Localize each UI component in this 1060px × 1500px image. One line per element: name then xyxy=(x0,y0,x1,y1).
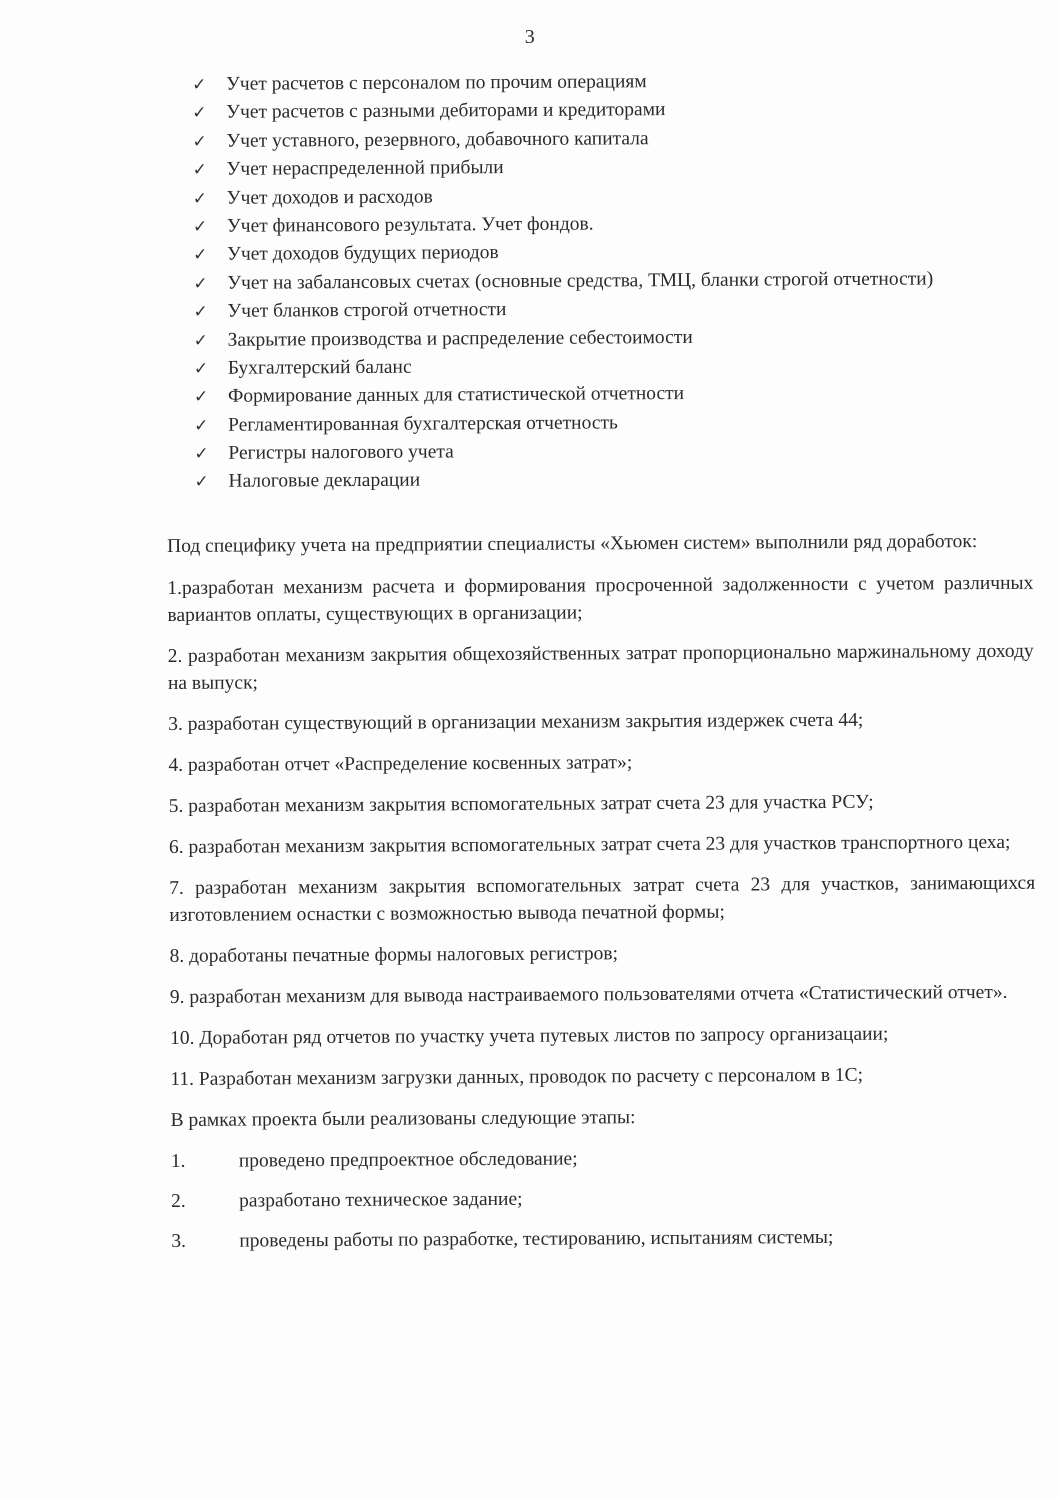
check-icon: ✓ xyxy=(193,358,209,379)
stage-number: 2. xyxy=(171,1190,186,1212)
checklist-item-label: Учет финансового результата. Учет фондов. xyxy=(226,213,594,237)
stages-heading: В рамках проекта были реализованы следующие этапы: xyxy=(170,1107,636,1131)
intro-paragraph: Под специфику учета на предприятии специалисты «Хьюмен систем» выполнили ряд доработок: xyxy=(167,531,978,557)
check-icon: ✓ xyxy=(193,330,208,351)
improvement-item: 7. разработан механизм закрытия вспомогательных затрат счета 23 для участков, занимающихся изготовлением оснастки с возможностью вывода печатной формы; xyxy=(169,872,1036,926)
check-icon: ✓ xyxy=(192,103,207,124)
check-icon: ✓ xyxy=(192,188,208,209)
checklist-item-label: Налоговые декларации xyxy=(228,470,421,493)
checklist-item xyxy=(194,466,1034,500)
stage-text: проведены работы по разработке, тестированию, испытаниям системы; xyxy=(239,1226,834,1252)
improvement-item: 6. разработан механизм закрытия вспомогательных затрат счета 23 для участков транспортного цеха; xyxy=(168,831,1011,858)
improvement-item: 4. разработан отчет «Распределение косвенных затрат»; xyxy=(168,752,633,776)
checklist-item-label: Учет уставного, резервного, добавочного капитала xyxy=(226,127,649,152)
check-icon: ✓ xyxy=(193,302,208,323)
stage-item xyxy=(171,1183,1037,1215)
checklist-item-label: Учет доходов и расходов xyxy=(226,186,433,209)
checklist-item-label: Учет расчетов с персоналом по прочим операциям xyxy=(225,71,647,95)
stage-text: проведено предпроектное обследование; xyxy=(238,1148,578,1172)
check-icon: ✓ xyxy=(193,245,208,266)
improvement-item: 11. Разработан механизм загрузки данных, проводок по расчету с персоналом в 1С; xyxy=(170,1064,864,1090)
improvement-item: 2. разработан механизм закрытия общехозяйственных затрат пропорционально маржинальному доходу на выпуск; xyxy=(167,640,1034,694)
checklist-item-label: Регистры налогового учета xyxy=(228,441,454,464)
improvement-item: 10. Доработан ряд отчетов по участку учета путевых листов по запросу организацаии; xyxy=(170,1023,889,1049)
check-icon: ✓ xyxy=(194,443,209,465)
feature-checklist xyxy=(192,69,1035,500)
check-icon: ✓ xyxy=(194,472,209,493)
checklist-item-label: Регламентированная бухгалтерская отчетность xyxy=(228,412,618,436)
page-number: 3 xyxy=(524,26,536,48)
checklist-item-label: Учет доходов будущих периодов xyxy=(227,242,499,266)
checklist-item-label: Формирование данных для статистической отчетности xyxy=(227,383,685,408)
checklist-item-label: Учет бланков строгой отчетности xyxy=(227,299,507,322)
stage-item xyxy=(171,1143,1037,1175)
improvement-item: 9. разработан механизм для вывода настраиваемого пользователями отчета «Статистический отчет». xyxy=(169,981,1008,1008)
check-icon: ✓ xyxy=(194,415,209,436)
body-text xyxy=(167,528,1037,1268)
checklist-item-label: Закрытие производства и распределение себестоимости xyxy=(227,326,693,351)
improvement-item: 1.разработан механизм расчета и формирования просроченной задолженности с учетом различных вариантов оплаты, существующих в организации; xyxy=(167,572,1034,626)
improvement-item: 8. доработаны печатные формы налоговых регистров; xyxy=(169,943,619,967)
improvement-item: 3. разработан существующий в организации механизм закрытия издержек счета 44; xyxy=(168,709,864,735)
check-icon: ✓ xyxy=(192,74,207,95)
check-icon: ✓ xyxy=(192,160,207,181)
checklist-item-label: Бухгалтерский баланс xyxy=(227,356,412,379)
improvement-item: 5. разработан механизм закрытия вспомогательных затрат счета 23 для участка РСУ; xyxy=(168,791,874,817)
stage-item xyxy=(171,1223,1037,1255)
stage-number: 3. xyxy=(171,1230,187,1252)
checklist-item-label: Учет на забалансовых счетах (основные средства, ТМЦ, бланки строгой отчетности) xyxy=(227,268,934,294)
checklist-item-label: Учет расчетов с разными дебиторами и кредиторами xyxy=(226,99,666,124)
check-icon: ✓ xyxy=(192,131,207,152)
check-icon: ✓ xyxy=(192,216,208,237)
checklist-item-label: Учет нераспределенной прибыли xyxy=(226,157,504,180)
check-icon: ✓ xyxy=(193,387,209,408)
stage-text: разработано техническое задание; xyxy=(239,1188,523,1212)
stage-number: 1. xyxy=(170,1150,186,1172)
check-icon: ✓ xyxy=(193,273,208,294)
